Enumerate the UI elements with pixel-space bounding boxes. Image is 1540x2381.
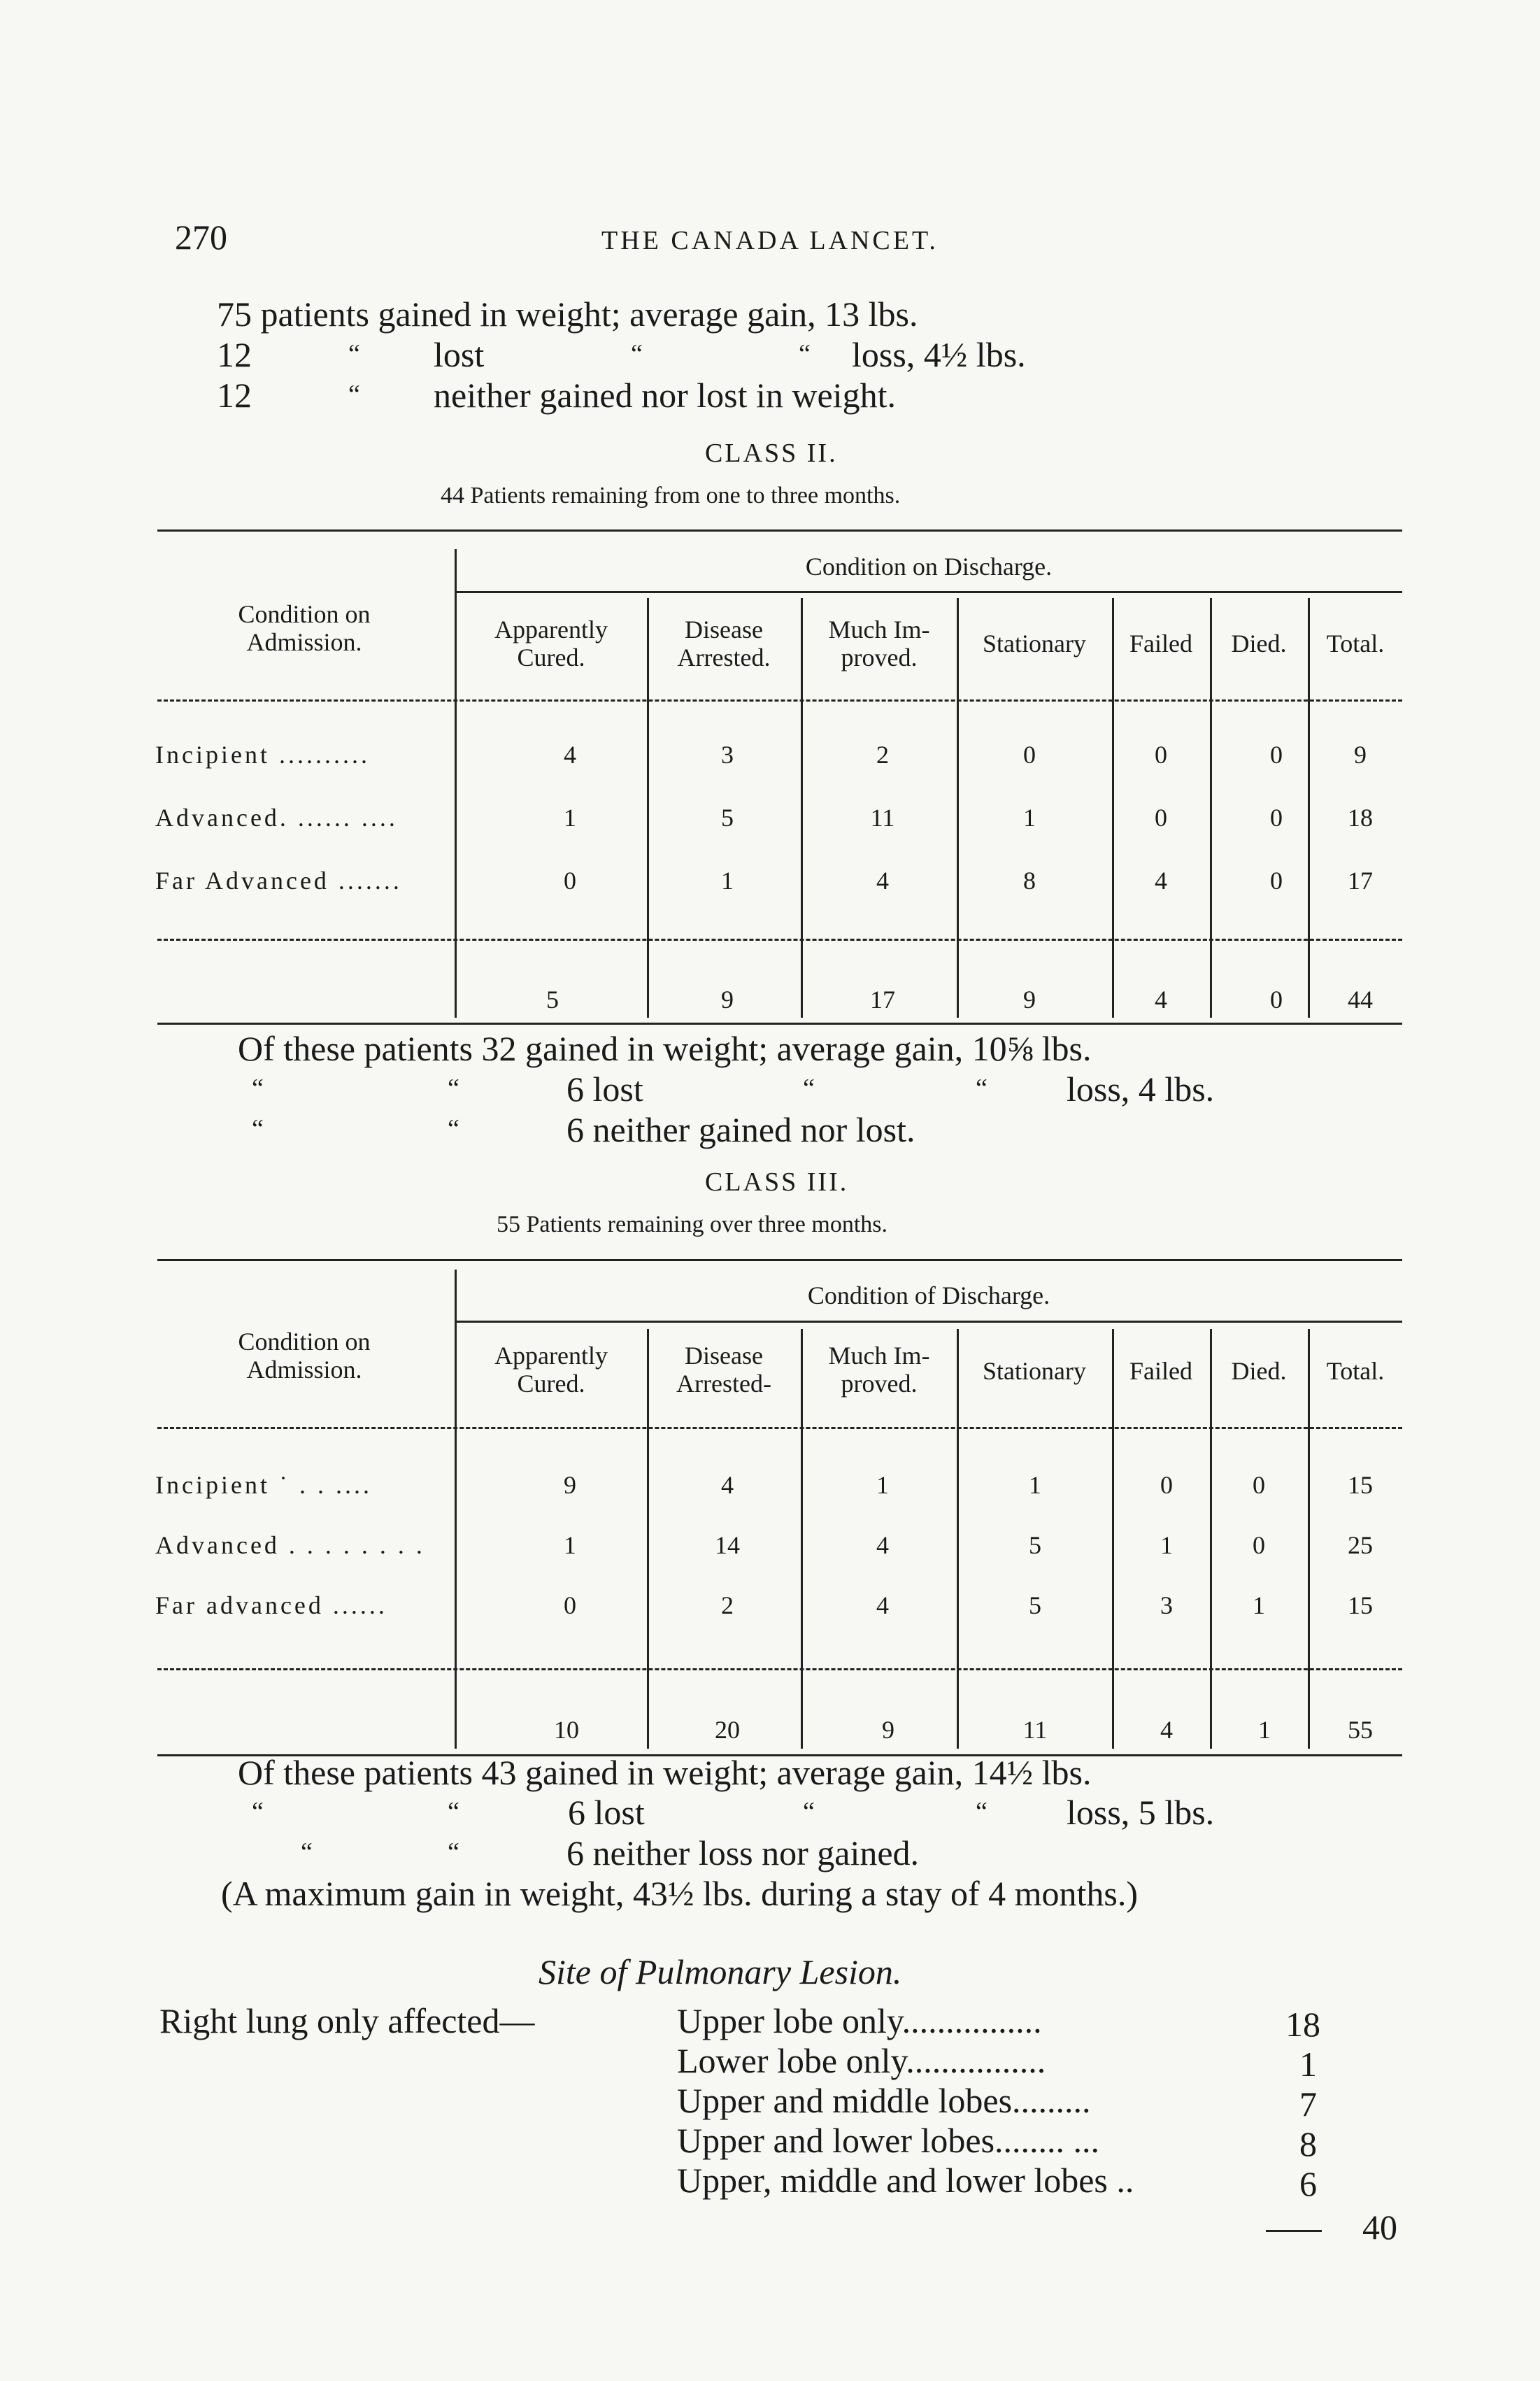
class3-total: 11 bbox=[1022, 1716, 1048, 1744]
class2-col-failed: Failed bbox=[1129, 630, 1192, 658]
class2-summary-2-tail: loss, 4 lbs. bbox=[1067, 1069, 1215, 1109]
class2-condition-admission: Condition on Admission. bbox=[238, 600, 371, 656]
class3-cell: 15 bbox=[1348, 1471, 1373, 1499]
class2-cell: 8 bbox=[1023, 867, 1036, 895]
class2-cell: 0 bbox=[1270, 804, 1283, 832]
class3-cell: 0 bbox=[1160, 1471, 1173, 1499]
class2-cell: 11 bbox=[870, 804, 895, 832]
class3-total: 9 bbox=[882, 1716, 894, 1744]
class3-total: 10 bbox=[554, 1716, 579, 1744]
class2-title: CLASS II. bbox=[705, 439, 838, 468]
class2-cell: 2 bbox=[876, 741, 889, 769]
intro-line-2-count: 12 bbox=[217, 335, 252, 374]
site-total-rule bbox=[1266, 2230, 1322, 2232]
class2-col-died: Died. bbox=[1231, 630, 1287, 658]
class2-summary-2-text: 6 lost bbox=[566, 1069, 643, 1109]
class3-summary-3-ditto: “ bbox=[301, 1838, 313, 1867]
class2-summary-1: Of these patients 32 gained in weight; average gain, 10⅝ lbs. bbox=[238, 1029, 1092, 1068]
class2-cell: 0 bbox=[1270, 867, 1283, 895]
class3-cell: 1 bbox=[564, 1531, 576, 1559]
class2-row-label: Advanced. ...... .... bbox=[155, 804, 398, 832]
class2-cell: 5 bbox=[721, 804, 734, 832]
class2-cell: 4 bbox=[1155, 867, 1167, 895]
class2-total: 9 bbox=[721, 986, 734, 1014]
site-title bbox=[539, 1952, 901, 1992]
class2-subtitle: 44 Patients remaining from one to three months. bbox=[441, 483, 901, 509]
class2-summary-2-ditto: “ bbox=[252, 1074, 264, 1103]
class3-col-arrested: Disease Arrested- bbox=[676, 1342, 771, 1398]
class3-cell: 1 bbox=[876, 1471, 889, 1499]
class3-cell: 5 bbox=[1029, 1591, 1041, 1619]
class3-row-label: Far advanced ...... bbox=[155, 1591, 387, 1619]
class2-cell: 17 bbox=[1348, 867, 1373, 895]
class2-cell: 0 bbox=[1155, 804, 1167, 832]
class3-cell: 5 bbox=[1029, 1531, 1041, 1559]
site-lead: Right lung only affected— bbox=[159, 2001, 535, 2040]
class3-summary-2-ditto: “ bbox=[976, 1797, 988, 1826]
site-item-label: Lower lobe only................ bbox=[677, 2041, 1046, 2080]
class2-summary-2-ditto: “ bbox=[976, 1074, 988, 1103]
class3-cell: 0 bbox=[1253, 1471, 1265, 1499]
site-item-label: Upper and lower lobes........ ... bbox=[677, 2121, 1100, 2160]
class3-cell: 1 bbox=[1029, 1471, 1041, 1499]
class3-cell: 14 bbox=[715, 1531, 740, 1559]
class2-summary-2-ditto: “ bbox=[803, 1074, 815, 1103]
site-title-pre: Site bbox=[539, 1952, 591, 1991]
class3-subtitle: 55 Patients remaining over three months. bbox=[497, 1211, 887, 1237]
class3-total: 20 bbox=[715, 1716, 740, 1744]
site-title-of: of bbox=[599, 1952, 627, 1991]
class2-total: 4 bbox=[1155, 986, 1167, 1014]
class3-cell: 4 bbox=[876, 1531, 889, 1559]
class2-summary-3-ditto: “ bbox=[252, 1114, 264, 1144]
class3-summary-1: Of these patients 43 gained in weight; average gain, 14½ lbs. bbox=[238, 1753, 1092, 1792]
intro-line-2-ditto-2: “ bbox=[631, 339, 643, 369]
class3-summary-2-text: 6 lost bbox=[568, 1793, 645, 1832]
class3-cell: 3 bbox=[1160, 1591, 1173, 1619]
class3-col-cured: Apparently Cured. bbox=[494, 1342, 608, 1398]
class3-cell: 1 bbox=[1253, 1591, 1265, 1619]
class2-cell: 18 bbox=[1348, 804, 1373, 832]
class2-cell: 4 bbox=[564, 741, 576, 769]
site-item-value: 8 bbox=[1299, 2124, 1317, 2163]
class2-cell: 1 bbox=[564, 804, 576, 832]
intro-line-2-ditto-3: “ bbox=[799, 339, 811, 369]
class3-summary-2-ditto: “ bbox=[448, 1797, 459, 1826]
site-item-value: 18 bbox=[1285, 2005, 1320, 2044]
class3-cell: 25 bbox=[1348, 1531, 1373, 1559]
class3-note: (A maximum gain in weight, 43½ lbs. during a stay of 4 months.) bbox=[221, 1874, 1138, 1913]
intro-line-1: 75 patients gained in weight; average gain, 13 lbs. bbox=[217, 294, 918, 334]
class3-cell: 15 bbox=[1348, 1591, 1373, 1619]
site-item-value: 1 bbox=[1299, 2045, 1317, 2084]
class2-summary-2-ditto: “ bbox=[448, 1074, 459, 1103]
class3-cell: 9 bbox=[564, 1471, 576, 1499]
class3-total: 55 bbox=[1348, 1716, 1373, 1744]
class3-condition-discharge: Condition of Discharge. bbox=[807, 1281, 1050, 1309]
class2-col-total: Total. bbox=[1326, 630, 1385, 658]
class3-cell: 4 bbox=[721, 1471, 734, 1499]
class2-cell: 1 bbox=[721, 867, 734, 895]
class3-cell: 4 bbox=[876, 1591, 889, 1619]
site-item-label: Upper, middle and lower lobes .. bbox=[677, 2161, 1134, 2200]
class2-total: 44 bbox=[1348, 986, 1373, 1014]
page-number: 270 bbox=[175, 218, 227, 257]
class3-col-died: Died. bbox=[1231, 1357, 1287, 1385]
class3-cell: 2 bbox=[721, 1591, 734, 1619]
class2-cell: 1 bbox=[1023, 804, 1036, 832]
class2-cell: 0 bbox=[1023, 741, 1036, 769]
intro-line-2-text: lost bbox=[434, 335, 485, 374]
class2-summary-3-text: 6 neither gained nor lost. bbox=[566, 1110, 915, 1149]
site-item-value: 6 bbox=[1299, 2164, 1317, 2203]
intro-line-2-ditto: “ bbox=[348, 339, 360, 369]
class3-cell: 0 bbox=[1253, 1531, 1265, 1559]
class2-summary-3-ditto: “ bbox=[448, 1114, 459, 1144]
class3-summary-2-tail: loss, 5 lbs. bbox=[1067, 1793, 1215, 1832]
class3-total: 4 bbox=[1160, 1716, 1173, 1744]
class2-total: 5 bbox=[546, 986, 559, 1014]
site-item-value: 7 bbox=[1299, 2084, 1317, 2124]
class3-title: CLASS III. bbox=[705, 1167, 849, 1197]
class3-condition-admission: Condition on Admission. bbox=[238, 1328, 371, 1384]
class3-row-label: Incipient ˙ . . .... bbox=[155, 1471, 372, 1499]
class3-summary-2-ditto: “ bbox=[803, 1797, 815, 1826]
class3-col-total: Total. bbox=[1326, 1357, 1385, 1385]
class3-col-stationary: Stationary bbox=[983, 1357, 1086, 1385]
class3-summary-2-ditto: “ bbox=[252, 1797, 264, 1826]
class3-col-improved: Much Im- proved. bbox=[828, 1342, 930, 1398]
class3-cell: 1 bbox=[1160, 1531, 1173, 1559]
intro-line-3-text: neither gained nor lost in weight. bbox=[434, 376, 896, 415]
class3-summary-3-ditto: “ bbox=[448, 1838, 459, 1867]
class2-cell: 3 bbox=[721, 741, 734, 769]
class2-cell: 0 bbox=[1270, 741, 1283, 769]
class3-col-failed: Failed bbox=[1129, 1357, 1192, 1385]
class2-total: 9 bbox=[1023, 986, 1036, 1014]
class2-col-arrested: Disease Arrested. bbox=[677, 616, 771, 671]
class2-total: 17 bbox=[870, 986, 895, 1014]
class2-cell: 4 bbox=[876, 867, 889, 895]
intro-line-3-ditto: “ bbox=[348, 380, 360, 409]
intro-line-3-count: 12 bbox=[217, 376, 252, 415]
running-title: THE CANADA LANCET. bbox=[601, 226, 939, 255]
site-item-label: Upper and middle lobes......... bbox=[677, 2081, 1091, 2120]
class3-row-label: Advanced . . . . . . . . bbox=[155, 1531, 425, 1559]
site-item-label: Upper lobe only................ bbox=[677, 2001, 1042, 2040]
class2-col-stationary: Stationary bbox=[983, 630, 1086, 658]
site-title-post: Pulmonary Lesion. bbox=[635, 1952, 902, 1991]
class3-summary-3-text: 6 neither loss nor gained. bbox=[566, 1833, 920, 1872]
class2-condition-discharge: Condition on Discharge. bbox=[805, 553, 1053, 581]
class3-total: 1 bbox=[1258, 1716, 1271, 1744]
class3-cell: 0 bbox=[564, 1591, 576, 1619]
class2-col-improved: Much Im- proved. bbox=[828, 616, 930, 671]
class2-col-cured: Apparently Cured. bbox=[494, 616, 608, 671]
site-total: 40 bbox=[1362, 2208, 1397, 2247]
class2-cell: 9 bbox=[1354, 741, 1367, 769]
class2-cell: 0 bbox=[1155, 741, 1167, 769]
intro-line-2-tail: loss, 4½ lbs. bbox=[852, 335, 1026, 374]
class2-total: 0 bbox=[1270, 986, 1283, 1014]
class2-cell: 0 bbox=[564, 867, 576, 895]
class2-row-label: Far Advanced ....... bbox=[155, 867, 402, 895]
class2-row-label: Incipient .......... bbox=[155, 741, 370, 769]
